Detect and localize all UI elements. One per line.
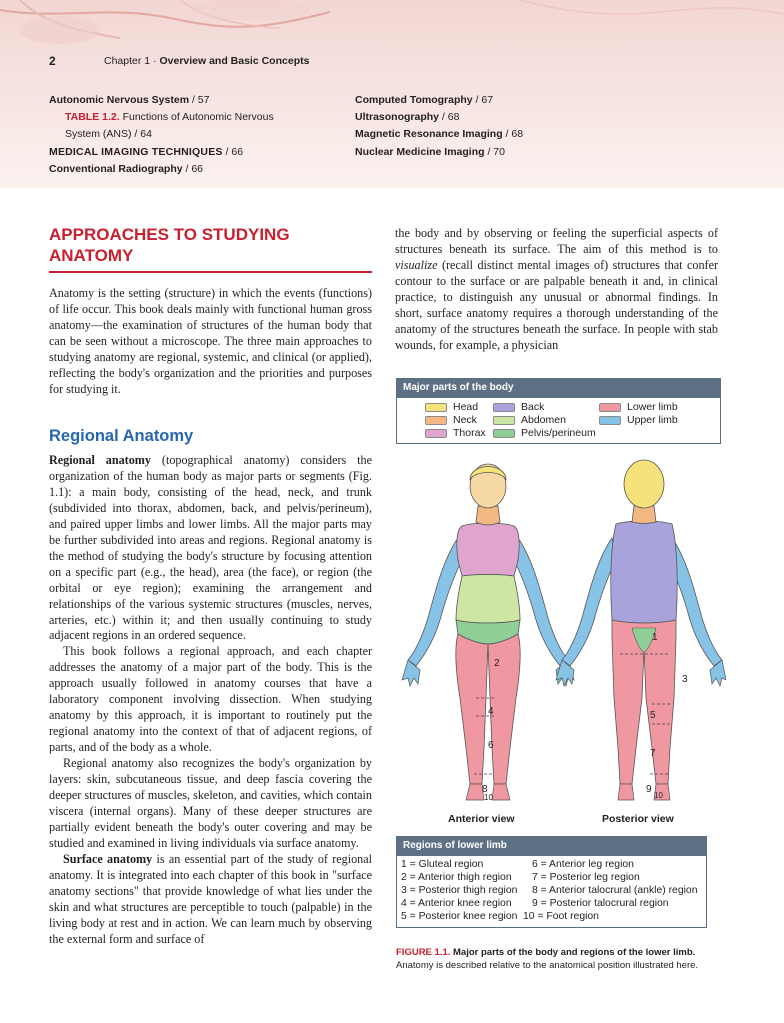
legend-pelvis: Pelvis/perineum xyxy=(493,427,596,439)
legend-thorax: Thorax xyxy=(425,427,486,439)
anterior-view-label: Anterior view xyxy=(448,813,515,825)
region-item: 4 = Anterior knee region xyxy=(401,898,512,909)
region-number: 1 xyxy=(652,632,658,643)
region-number: 4 xyxy=(488,706,494,717)
major-parts-legend xyxy=(396,378,721,444)
posterior-figure xyxy=(556,460,726,800)
region-item: 2 = Anterior thigh region xyxy=(401,872,512,883)
page-number: 2 xyxy=(49,54,56,68)
intro-paragraph: Anatomy is the setting (structure) in which the events (functions) of life occur. This book deals mainly with functional human gross anatomy—the examination of structures of the human body that can be seen without a microscope. The three main approaches to studying anatomy are regional, systemic, and clinical (or applied), reflecting the body's organization and the priorities and purposes for studying it. xyxy=(49,286,372,396)
toc-entry-table[interactable]: TABLE 1.2. Functions of Autonomic Nervous xyxy=(65,111,274,124)
swatch xyxy=(425,416,447,425)
region-number: 10 xyxy=(484,793,493,802)
region-item: 10 = Foot region xyxy=(523,911,599,922)
paragraph: Regional anatomy (topographical anatomy) considers the organization of the human body as major parts or segments (Fig. 1.1): a main body, consisting of the head, neck, and trunk (subdivided into thorax, abdomen, back, and pelvis/perineum), and paired upper limbs and lower limbs. All the major parts may be further subdivided into areas and regions. Regional anatomy is the method of studying the body's structure by focusing attention on a specific part (e.g., the head), area (the face), or region (the orbital or eye region); examining the arrangement and relationships of the various systemic structures (muscles, nerves, arteries, etc.) within it; and then usually continuing to study adjacent regions in an ordered sequence. xyxy=(49,453,373,643)
figure-caption: FIGURE 1.1. Major parts of the body and regions of the lower limb. Anatomy is described relative to the anatomical position illustrated here. xyxy=(396,947,699,971)
swatch xyxy=(493,416,515,425)
paragraph: This book follows a regional approach, and each chapter addresses the anatomy of a major part of the body. This is the approach usually followed in anatomy courses that have a laboratory component involving dissection. When studying anatomy by this approach, it is important to routinely put the regional anatomy into the context of that of adjacent regions, of parts, and of the body as a whole. xyxy=(49,644,372,755)
region-number: 3 xyxy=(682,674,688,685)
region-item: 1 = Gluteal region xyxy=(401,859,484,870)
section-title: APPROACHES TO STUDYING ANATOMY xyxy=(49,224,372,273)
running-head xyxy=(104,55,309,67)
regional-text xyxy=(49,453,372,948)
legend-upper-limb: Upper limb xyxy=(599,414,678,426)
chapter-title: Overview and Basic Concepts xyxy=(159,55,310,67)
legend-lower-limb: Lower limb xyxy=(599,401,678,413)
region-number: 8 xyxy=(482,784,488,795)
swatch xyxy=(493,403,515,412)
region-item: 9 = Posterior talocrural region xyxy=(532,898,669,909)
toc-entry[interactable]: MEDICAL IMAGING TECHNIQUES / 66 xyxy=(49,145,244,158)
region-number: 2 xyxy=(494,658,500,669)
toc-right xyxy=(355,92,523,161)
toc-entry-table-cont[interactable]: System (ANS) / 64 xyxy=(65,128,152,141)
toc-entry[interactable]: Conventional Radiography / 66 xyxy=(49,162,204,175)
regional-anatomy-heading: Regional Anatomy xyxy=(49,427,194,445)
region-item: 7 = Posterior leg region xyxy=(532,872,640,883)
separator: · xyxy=(153,55,157,67)
toc-entry[interactable]: Nuclear Medicine Imaging / 70 xyxy=(355,145,505,158)
header-illustration xyxy=(0,0,784,48)
right-column-text: the body and by observing or feeling the superficial aspects of structures beneath its surface. The aim of this method is to visualize (recall distinct mental images of) structures that confer contour to the surface or are palpable beneath it and, in clinical practice, to distinguish any unusual or abnormal findings. In short, surface anatomy requires a thorough understanding of the anatomy of the structures beneath the surface. In people with stab wounds, for example, a physician xyxy=(395,226,718,352)
swatch xyxy=(425,429,447,438)
legend-abdomen: Abdomen xyxy=(493,414,566,426)
region-number: 5 xyxy=(650,710,656,721)
paragraph: Regional anatomy also recognizes the body's organization by layers: skin, subcutaneous tissue, and deep fascia covering the deeper structures of muscles, skeleton, and cavities, which contain viscera (internal organs). Many of these deeper structures are partially evident beneath the body's outer covering and may be studied and examined in living individuals via surface anatomy. xyxy=(49,756,372,850)
region-item: 8 = Anterior talocrural (ankle) region xyxy=(532,885,698,896)
toc-entry[interactable]: Autonomic Nervous System / 57 xyxy=(49,94,210,106)
swatch xyxy=(493,429,515,438)
figure-number: FIGURE 1.1. xyxy=(396,947,451,958)
toc-entry[interactable]: Magnetic Resonance Imaging / 68 xyxy=(355,128,524,141)
region-number: 6 xyxy=(488,740,494,751)
legend-neck: Neck xyxy=(425,414,477,426)
legend-title: Major parts of the body xyxy=(397,379,720,398)
region-item: 5 = Posterior knee region xyxy=(401,911,518,922)
legend-back: Back xyxy=(493,401,544,413)
body-parts-illustration xyxy=(396,448,726,833)
region-number: 9 xyxy=(646,784,652,795)
toc-left xyxy=(49,92,274,178)
region-number: 7 xyxy=(650,748,656,759)
toc-entry[interactable]: Computed Tomography / 67 xyxy=(355,94,494,106)
paragraph: Surface anatomy is an essential part of the study of regional anatomy. It is integrated into each chapter of this book in "surface anatomy sections" that provide knowledge of what lies under the skin and what structures are perceptible to touch (palpable) in the living body at rest and in action. We can learn much by observing the external form and surface of xyxy=(49,851,372,946)
toc-entry[interactable]: Ultrasonography / 68 xyxy=(355,111,460,124)
region-item: 3 = Posterior thigh region xyxy=(401,885,518,896)
lower-limb-regions-box xyxy=(396,836,707,928)
swatch xyxy=(599,416,621,425)
swatch xyxy=(425,403,447,412)
regions-title: Regions of lower limb xyxy=(397,837,706,856)
region-item: 6 = Anterior leg region xyxy=(532,859,634,870)
posterior-view-label: Posterior view xyxy=(602,813,674,825)
legend-head: Head xyxy=(425,401,478,413)
region-number: 10 xyxy=(654,791,663,800)
header-band xyxy=(0,0,784,188)
swatch xyxy=(599,403,621,412)
chapter-label: Chapter 1 xyxy=(104,55,151,67)
